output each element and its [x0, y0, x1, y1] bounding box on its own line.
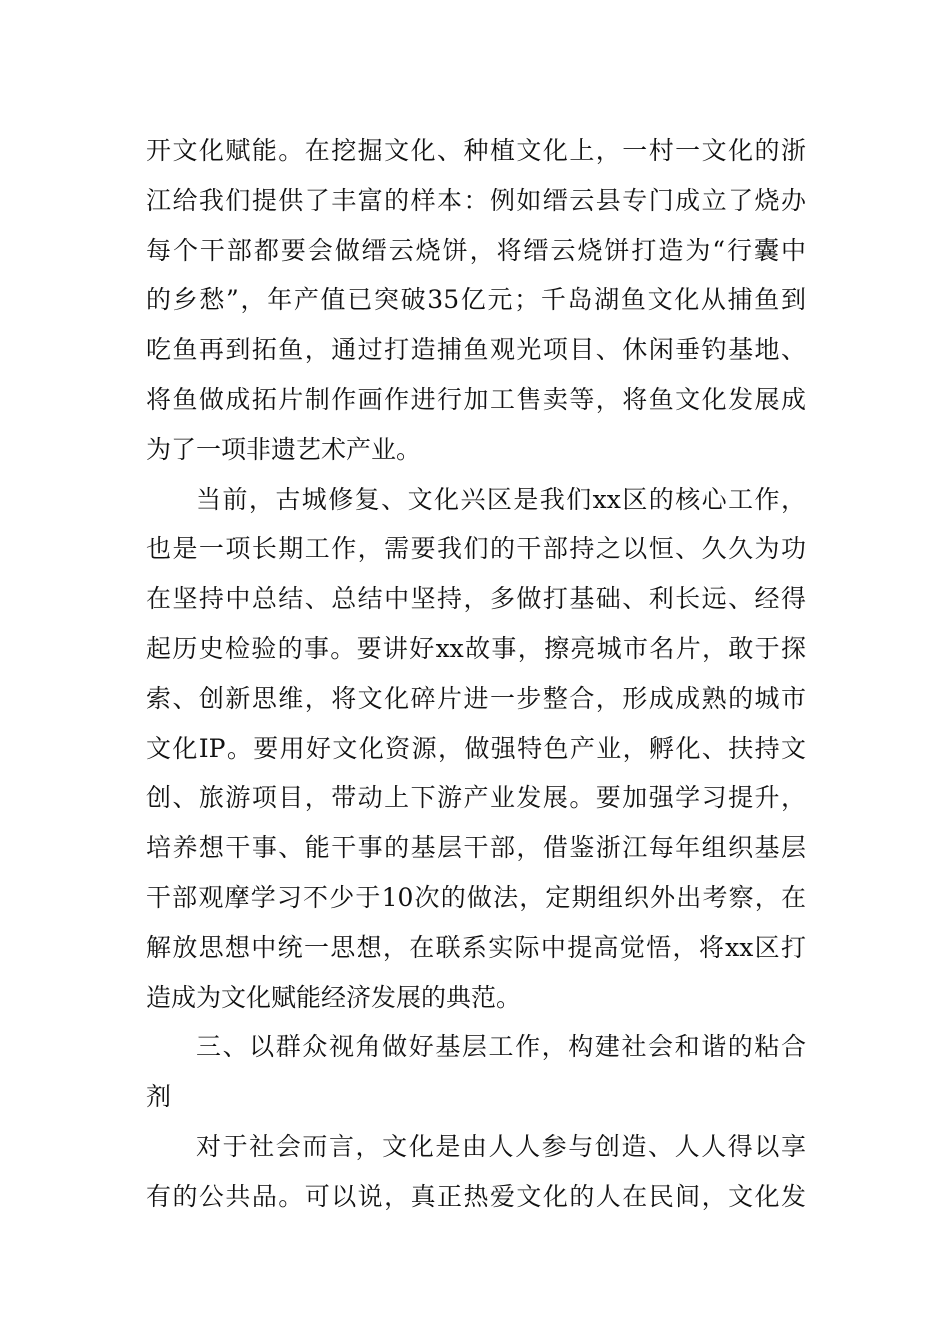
text-line: 为了一项非遗艺术产业。 — [146, 434, 422, 464]
text-line: 也是一项长期工作，需要我们的干部持之以恒、久久为功 — [146, 534, 806, 564]
text-line: 培养想干事、能干事的基层干部，借鉴浙江每年组织基层 — [146, 833, 806, 863]
text-line: 起历史检验的事。要讲好xx故事，擦亮城市名片，敢于探 — [146, 633, 806, 663]
text-line: 对于社会而言，文化是由人人参与创造、人人得以享 — [196, 1131, 806, 1161]
section-heading: 剂 — [146, 1082, 172, 1112]
text-line: 吃鱼再到拓鱼，通过打造捕鱼观光项目、休闲垂钓基地、 — [146, 335, 806, 365]
body-text — [146, 126, 806, 1222]
text-line: 在坚持中总结、总结中坚持，多做打基础、利长远、经得 — [146, 584, 806, 614]
text-line: 的乡愁”，年产值已突破35亿元；千岛湖鱼文化从捕鱼到 — [146, 285, 806, 315]
text-line: 干部观摩学习不少于10次的做法，定期组织外出考察，在 — [146, 882, 806, 912]
text-line: 每个干部都要会做缙云烧饼，将缙云烧饼打造为“行囊中 — [146, 235, 806, 265]
text-line: 造成为文化赋能经济发展的典范。 — [146, 982, 522, 1012]
text-line: 江给我们提供了丰富的样本：例如缙云县专门成立了烧办 — [146, 185, 806, 215]
text-line: 创、旅游项目，带动上下游产业发展。要加强学习提升， — [146, 783, 806, 813]
text-line: 文化IP。要用好文化资源，做强特色产业，孵化、扶持文 — [146, 733, 806, 763]
text-line: 索、创新思维，将文化碎片进一步整合，形成成熟的城市 — [146, 683, 806, 713]
text-line: 有的公共品。可以说，真正热爱文化的人在民间，文化发 — [146, 1181, 806, 1211]
text-line: 开文化赋能。在挖掘文化、种植文化上，一村一文化的浙 — [146, 136, 806, 165]
text-line: 解放思想中统一思想，在联系实际中提高觉悟，将xx区打 — [146, 932, 806, 962]
section-heading: 三、以群众视角做好基层工作，构建社会和谐的粘合 — [196, 1032, 806, 1062]
text-line: 将鱼做成拓片制作画作进行加工售卖等，将鱼文化发展成 — [146, 384, 806, 414]
text-line: 当前，古城修复、文化兴区是我们xx区的核心工作， — [196, 484, 806, 514]
